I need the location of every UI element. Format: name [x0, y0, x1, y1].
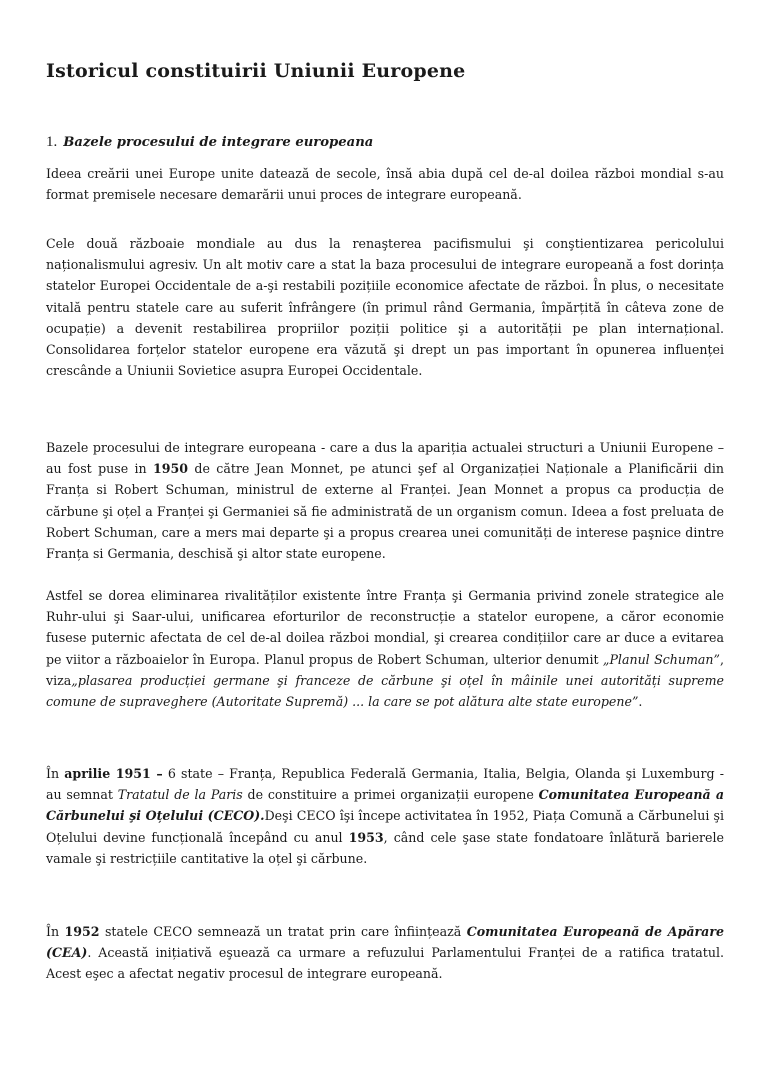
paragraph-5-text-a: În [46, 766, 65, 781]
paragraph-5-text-e: , când cele şase state fondatoare înlătură barierele vamale şi restricțiile cantitative la oțel şi cărbune. [46, 829, 724, 866]
planul-schuman: „Planul Schuman” [602, 651, 720, 667]
paragraph-5-text-c: de constituire a primei organizații europene [242, 787, 539, 803]
paragraph-6 [46, 921, 724, 985]
date-april-1951: aprilie 1951 – [64, 766, 163, 781]
section-number: 1. [46, 134, 58, 150]
paragraph-5-text-d: Deşi CECO îşi începe activitatea în 1952, Piața Comună a Cărbunelui şi Oțelului devine funcțională începând cu anul [46, 808, 725, 845]
paragraph-5-text-b: 6 state – Franța, Republica Federală Germania, Italia, Belgia, Olanda şi Luxemburg - au semnat [46, 766, 724, 803]
paragraph-4-text-c: . [638, 694, 643, 710]
paragraph-6-text-a: În [46, 924, 65, 939]
section-heading [46, 134, 373, 151]
paragraph-4-text-a: Astfel se dorea eliminarea rivalităților existente între Franța şi Germania privind zonele strategice ale Ruhr-ului şi Saar-ului, unificarea eforturilor de reconstrucție a statelor europene, a căror economie fusese puternic afectata de cel de-al doilea război mondial, şi crearea condițiilor care ar duce a evitarea pe viitor a războaielor în Europa. Planul propus de Robert Schuman, ulterior denumit [46, 588, 724, 667]
year-1952: 1952 [64, 924, 100, 939]
paragraph-3-text-b: de către Jean Monnet, pe atunci şef al Organizației Naționale a Planificării din Franța si Robert Schuman, ministrul de externe al Franței. Jean Monnet a propus ca producția de cărbune şi oțel a Franței şi Germaniei să fie administrată de un organism comun. Ideea a fost preluata de Robert Schuman, care a mers mai departe şi a propus crearea unei comunități de interese paşnice dintre Franța si Germania, deschisă şi altor state europene. [46, 461, 724, 562]
paragraph-2: Cele două războaie mondiale au dus la renaşterea pacifismului şi conştientizarea pericolului naționalismului agresiv. Un alt motiv care a stat la baza procesului de integrare europeană a fost dorința statelor Europei Occidentale de a-şi restabili pozițiile economice afectate de război. În plus, o necesitate vitală pentru statele care au suferit înfrângere (în primul rând Germania, împărțită în câteva zone de ocupație) a devenit restabilirea propriilor poziții politice şi a autorității pe plan internațional. Consolidarea forțelor statelor europene era văzută şi drept un pas important în opunerea influenței crescânde a Uniunii Sovietice asupra Europei Occidentale. [46, 236, 724, 379]
paragraph-1: Ideea creării unei Europe unite datează de secole, însă abia după cel de-al doilea război mondial s-au format premisele necesare demarării unui proces de integrare europeană. [46, 166, 724, 203]
schuman-quote: „plasarea producției germane şi franceze de cărbune şi oțel în mâinile unei autorități supreme comune de supraveghere (Autoritate Supremă) ... la care se pot alătura alte state europene” [46, 672, 724, 710]
year-1950: 1950 [153, 461, 189, 477]
paragraph-4-text-b: , viza [46, 651, 724, 688]
paragraph-5 [46, 763, 724, 869]
paragraph-6-text-c: . Această inițiativă eşuează ca urmare a refuzului Parlamentului Franței de a ratifica tratatul. Acest eşec a afectat negativ procesul de integrare europeană. [46, 945, 724, 982]
paragraph-4 [46, 585, 724, 712]
ceco-name: Comunitatea Europeană a Cărbunelui şi Oțelului (CECO). [46, 787, 724, 824]
treaty-paris: Tratatul de la Paris [117, 787, 243, 803]
paragraph-3-text-a: Bazele procesului de integrare europeana - care a dus la apariția actualei structuri a Uniunii Europene – au fost puse in [46, 440, 724, 477]
cea-name: Comunitatea Europeană de Apărare (CEA) [46, 924, 724, 961]
document-title: Istoricul constituirii Uniunii Europene [46, 60, 466, 82]
paragraph-3 [46, 437, 724, 564]
paragraph-6-text-b: statele CECO semnează un tratat prin care înființează [99, 924, 467, 939]
year-1953: 1953 [348, 829, 384, 845]
section-heading-text: Bazele procesului de integrare europeana [63, 135, 374, 150]
